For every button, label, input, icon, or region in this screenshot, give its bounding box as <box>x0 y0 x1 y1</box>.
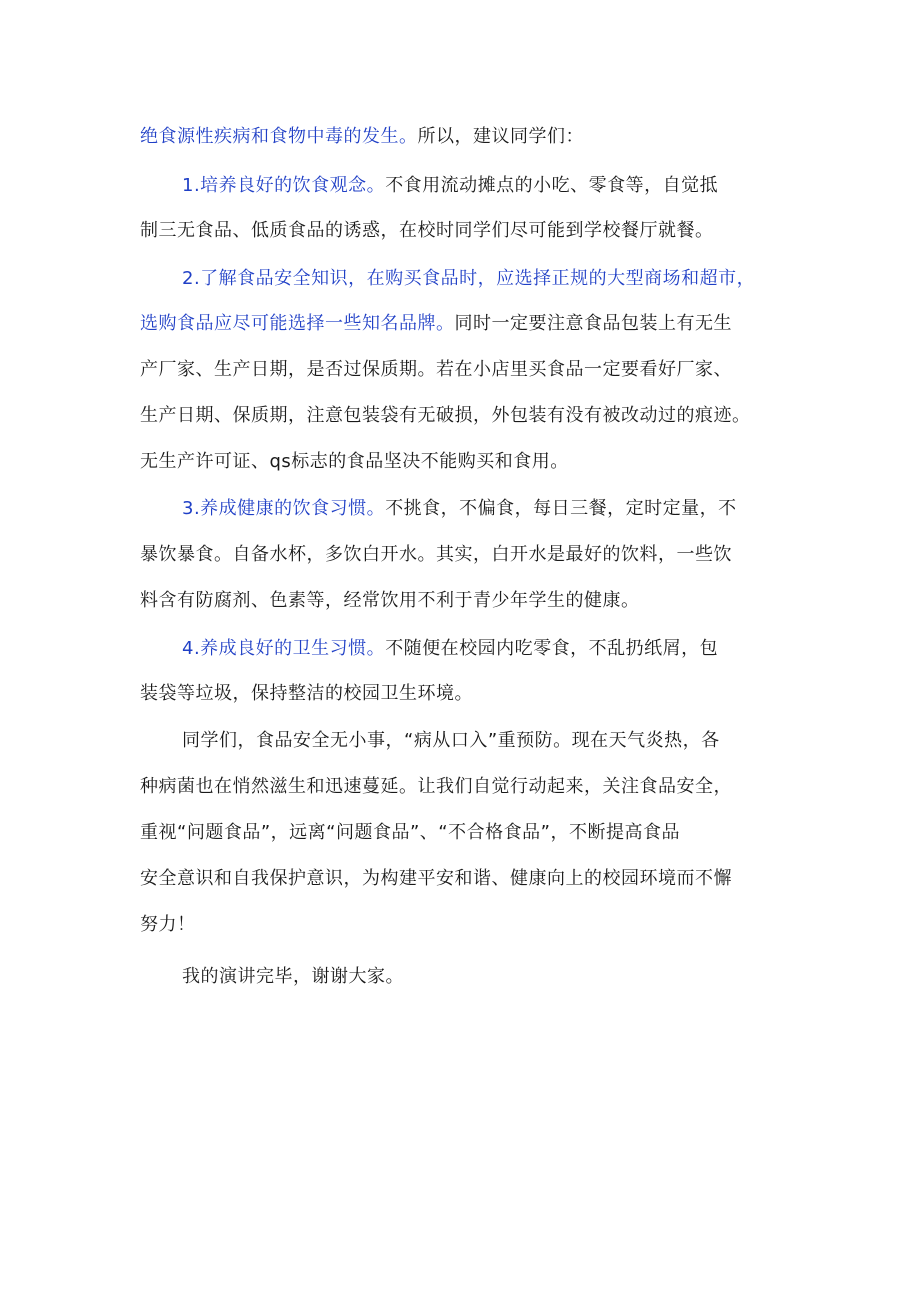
closing-line5: 努力！ <box>140 914 196 935</box>
item4-text: 不随便在校园内吃零食，不乱扔纸屑，包 <box>385 638 719 659</box>
intro-text: 所以，建议同学们： <box>417 126 584 147</box>
closing-line2: 种病菌也在悄然滋生和迅速蔓延。让我们自觉行动起来，关注食品安全， <box>140 776 732 797</box>
item3-number: 3 <box>182 498 194 519</box>
closing-line4: 安全意识和自我保护意识，为构建平安和谐、健康向上的校园环境而不懈 <box>140 868 732 889</box>
item1-text: 不食用流动摊点的小吃、零食等，自觉抵 <box>385 175 719 196</box>
item1-line1 <box>182 174 718 198</box>
item3-line1 <box>182 497 737 521</box>
item1-heading: .培养良好的饮食观念。 <box>193 175 386 196</box>
item4-line1 <box>182 637 718 661</box>
intro-line <box>140 125 584 149</box>
item4-heading: .养成良好的卫生习惯。 <box>193 638 386 659</box>
item4-line2: 装袋等垃圾，保持整洁的校园卫生环境。 <box>140 683 473 704</box>
item2-number: 2 <box>182 268 194 289</box>
item1-number: 1 <box>182 175 194 196</box>
item3-line2: 暴饮暴食。自备水杯，多饮白开水。其实，白开水是最好的饮料，一些饮 <box>140 544 732 565</box>
item3-line3: 料含有防腐剂、色素等，经常饮用不利于青少年学生的健康。 <box>140 590 640 611</box>
item2-heading-line1: .了解食品安全知识，在购买食品时，应选择正规的大型商场和超市， <box>193 268 756 289</box>
item2-line1 <box>182 267 755 291</box>
ending-line: 我的演讲完毕，谢谢大家。 <box>182 966 404 987</box>
item2-line3: 产厂家、生产日期，是否过保质期。若在小店里买食品一定要看好厂家、 <box>140 359 732 380</box>
closing-line3: 重视“问题食品”，远离“问题食品”、“不合格食品”，不断提高食品 <box>140 822 680 843</box>
item3-text: 不挑食，不偏食，每日三餐，定时定量，不 <box>385 498 737 519</box>
item2-line2 <box>140 312 732 336</box>
item2-heading-line2: 选购食品应尽可能选择一些知名品牌。 <box>140 313 455 334</box>
item1-line2: 制三无食品、低质食品的诱惑，在校时同学们尽可能到学校餐厅就餐。 <box>140 220 714 241</box>
intro-highlight: 绝食源性疾病和食物中毒的发生。 <box>140 126 418 147</box>
item2-line4: 生产日期、保质期，注意包装袋有无破损，外包装有没有被改动过的痕迹。 <box>140 405 751 426</box>
item4-number: 4 <box>182 638 194 659</box>
item3-heading: .养成健康的饮食习惯。 <box>193 498 386 519</box>
item2-text2: 同时一定要注意食品包装上有无生 <box>454 313 732 334</box>
item2-line5: 无生产许可证、qs标志的食品坚决不能购买和食用。 <box>140 451 569 472</box>
closing-line1: 同学们，食品安全无小事，“病从口入”重预防。现在天气炎热，各 <box>182 730 720 751</box>
